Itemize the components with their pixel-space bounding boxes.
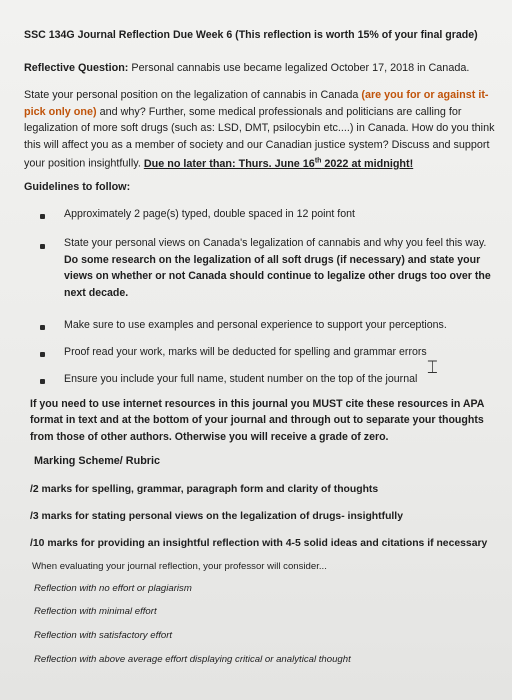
evaluation-intro: When evaluating your journal reflection, your professor will consider... [32,561,327,572]
marking-item-2: /3 marks for stating personal views on the legalization of drugs- insightfully [30,511,403,522]
guideline-item-1: Approximately 2 page(s) typed, double spaced in 12 point font [64,208,355,220]
bullet-icon [40,379,45,384]
text-cursor-icon: ⌶ [427,357,438,377]
guideline-item-2-bold: Do some research on the legalization of all soft drugs (if necessary) and state your views on whether or not Canada should continue to legalize other drugs too over the next decade. [64,253,491,299]
marking-title: Marking Scheme/ Rubric [34,455,160,467]
position-text-1: State your personal position on the legalization of cannabis in Canada [24,89,362,101]
marking-item-1: /2 marks for spelling, grammar, paragraph form and clarity of thoughts [30,484,379,495]
marking-item-3: /10 marks for providing an insightful reflection with 4-5 solid ideas and citations if necessary [30,538,488,549]
evaluation-item-2: Reflection with minimal effort [34,606,157,617]
due-date-suffix: th [314,157,322,164]
reflective-question-label: Reflective Question: [24,62,129,74]
due-date [144,158,413,170]
position-emphasis: (are you for or against it- pick only one) [24,89,489,118]
guideline-item-3: Make sure to use examples and personal experience to support your perceptions. [64,319,447,331]
due-date-main: Due no later than: Thurs. June 16 [143,157,315,170]
guideline-item-5: Ensure you include your full name, student number on the top of the journal [64,373,418,385]
evaluation-item-1: Reflection with no effort or plagiarism [34,583,192,594]
reflective-question-text: Personal cannabis use became legalized October 17, 2018 in Canada. [128,62,470,74]
guideline-item-2 [64,235,496,301]
internet-resources-note: If you need to use internet resources in this journal you MUST cite these resources in APA format in text and at the bottom of your journal and through out to separate your thoughts from those of other authors. Otherwise you will receive a grade of zero. [30,398,485,443]
document-title: SSC 134G Journal Reflection Due Week 6 (This reflection is worth 15% of your final grade) [24,29,478,41]
guideline-item-2-text: State your personal views on Canada's legalization of cannabis and why you feel this way. [64,237,487,249]
bullet-icon [40,214,45,219]
position-text-2: and why? Further, some medical professionals and politicians are calling for legalization of more soft drugs (such as: LSD, DMT, psilocybin etc....) in Canada. How do you think this will affect you as a member of society and our Canadian justice system? Discuss and support your position insightfully. [24,105,495,170]
position-paragraph [24,87,496,172]
due-date-end: 2022 at midnight! [321,157,414,170]
evaluation-item-4: Reflection with above average effort displaying critical or analytical thought [34,654,351,665]
bullet-icon [40,352,45,357]
evaluation-item-3: Reflection with satisfactory effort [34,630,173,641]
guideline-item-4: Proof read your work, marks will be deducted for spelling and grammar errors [64,346,427,358]
bullet-icon [40,244,45,249]
guidelines-title: Guidelines to follow: [24,181,131,193]
reflective-question [24,59,469,77]
bullet-icon [40,325,45,330]
